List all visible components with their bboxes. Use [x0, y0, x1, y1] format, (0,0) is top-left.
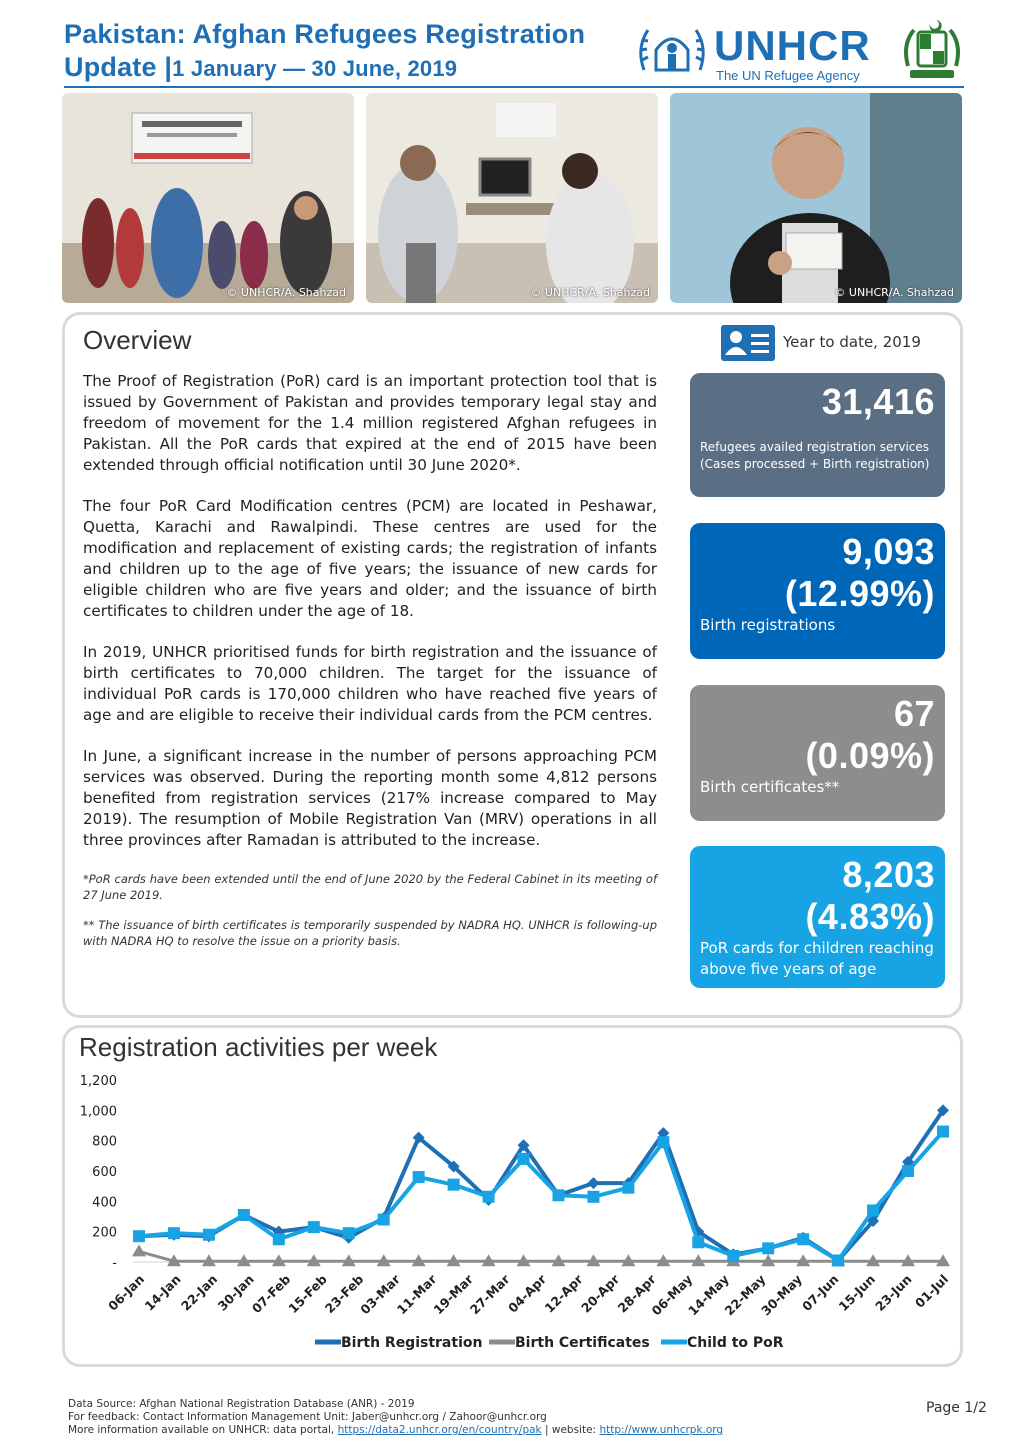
stat-value: 31,416 — [821, 381, 935, 422]
data-point-child-to-por — [552, 1189, 564, 1201]
id-card-icon — [721, 325, 775, 361]
unhcr-logo — [634, 20, 894, 82]
footer-source: Data Source: Afghan National Registration Database (ANR) - 2019 — [68, 1398, 415, 1410]
footer — [68, 1398, 968, 1437]
photo-registration-desk — [366, 93, 658, 303]
stat-card-total-services — [690, 373, 945, 497]
x-tick-label: 19-Mar — [430, 1271, 477, 1318]
data-point-child-to-por — [273, 1233, 285, 1245]
overview-paragraph: The four PoR Card Modification centres (PCM) are located in Peshawar, Quetta, Karachi and Rawalpindi. These centres are used for the modification and replacement of existing cards; the registration of infants and children up to the age of five years; the issuance of new cards for eligible children who are five years and older; and the issuance of birth certificates to children under the age of 18. — [83, 497, 657, 620]
stat-label: Refugees availed registration services (Cases processed + Birth registration) — [700, 440, 930, 471]
x-tick-label: 07-Jun — [799, 1271, 842, 1314]
stat-percentage: (0.09%) — [805, 735, 935, 776]
stat-value: 67 — [893, 693, 935, 734]
x-tick-label: 20-Apr — [578, 1271, 623, 1316]
x-tick-label: 30-May — [758, 1271, 805, 1319]
stat-percentage: (12.99%) — [784, 573, 935, 614]
data-point-child-to-por — [797, 1233, 809, 1245]
unhcr-wordmark: UNHCR — [714, 22, 871, 69]
stat-label: Birth registrations — [700, 616, 836, 634]
footer-website-label: | website: — [545, 1424, 597, 1436]
data-point-child-to-por — [657, 1136, 669, 1148]
data-point-child-to-por — [692, 1236, 704, 1248]
pakistan-emblem-icon — [900, 16, 964, 84]
stat-card-birth-certificates — [690, 685, 945, 821]
data-point-child-to-por — [203, 1229, 215, 1241]
y-tick-label: 400 — [92, 1195, 117, 1211]
x-tick-label: 06-May — [648, 1271, 696, 1319]
data-point-child-to-por — [762, 1242, 774, 1254]
stat-label: Birth certificates** — [700, 778, 840, 796]
data-point-child-to-por — [343, 1227, 355, 1239]
x-tick-label: 22-Jan — [178, 1271, 221, 1314]
chart-title: Registration activities per week — [79, 1032, 438, 1062]
x-tick-label: 01-Jul — [911, 1271, 952, 1311]
x-tick-label: 30-Jan — [214, 1271, 257, 1314]
data-point-child-to-por — [518, 1153, 530, 1165]
data-point-birth-certificates — [132, 1244, 146, 1256]
photo-credit: © UNHCR/A. Shahzad — [226, 286, 346, 299]
overview-title: Overview — [83, 325, 192, 355]
photo-child-with-card — [670, 93, 962, 303]
data-point-birth-registration — [587, 1177, 599, 1189]
photo-family-at-pcm-centre — [62, 93, 354, 303]
footnote-por-extension: *PoR cards have been extended until the end of June 2020 by the Federal Cabinet in its meeting of 27 June 2019. — [83, 872, 657, 902]
stat-value: 9,093 — [842, 531, 935, 572]
stat-card-birth-registrations — [690, 523, 945, 659]
stat-card-por-cards-children — [690, 846, 945, 988]
overview-panel — [62, 312, 963, 1018]
data-point-child-to-por — [308, 1221, 320, 1233]
y-tick-label: 800 — [92, 1134, 117, 1150]
title-line-2: Update | — [64, 52, 173, 82]
x-tick-label: 06-Jan — [104, 1271, 148, 1314]
website-link[interactable]: http://www.unhcrpk.org — [599, 1424, 724, 1436]
x-tick-label: 23-Jun — [872, 1271, 915, 1314]
data-point-child-to-por — [727, 1250, 739, 1262]
data-point-child-to-por — [448, 1179, 460, 1191]
title-line-1: Pakistan: Afghan Refugees Registration — [64, 19, 586, 49]
x-tick-label: 14-Jan — [141, 1271, 184, 1314]
footer-more-info: More information available on UNHCR: data portal, — [68, 1424, 335, 1436]
legend-label: Birth Certificates — [515, 1335, 650, 1351]
overview-paragraph: The Proof of Registration (PoR) card is an important protection tool that is issued by Government of Pakistan and provides temporary legal stay and freedom of movement for the 1.4 million registered Afghan refugees in Pakistan. All the PoR cards that expired at the end of 2015 have been extended through official notification until 30 June 2020*. — [83, 372, 657, 474]
data-point-child-to-por — [378, 1214, 390, 1226]
x-tick-label: 15-Jun — [835, 1271, 879, 1314]
x-tick-label: 07-Feb — [248, 1271, 294, 1317]
x-tick-label: 11-Mar — [393, 1271, 440, 1318]
unhcr-tagline: The UN Refugee Agency — [716, 68, 860, 83]
year-to-date-label: Year to date, 2019 — [783, 333, 921, 351]
data-portal-link[interactable]: https://data2.unhcr.org/en/country/pak — [337, 1424, 542, 1436]
stat-percentage: (4.83%) — [805, 896, 935, 937]
y-tick-label: 1,000 — [79, 1104, 117, 1120]
data-point-child-to-por — [168, 1227, 180, 1239]
overview-paragraph: In June, a significant increase in the number of persons approaching PCM services was observed. During the reporting month some 4,812 persons benefited from registration services (217% increase compared to May 2019). The resumption of Mobile Registration Van (MRV) operations in all three provinces after Ramadan is attributed to the increase. — [83, 747, 657, 849]
x-tick-label: 22-May — [721, 1271, 769, 1319]
chart-panel — [62, 1025, 963, 1367]
legend-label: Child to PoR — [687, 1335, 784, 1351]
x-tick-label: 15-Feb — [285, 1271, 330, 1317]
unhcr-emblem-icon — [634, 20, 710, 82]
data-point-child-to-por — [587, 1191, 599, 1203]
series-line-child-to-por — [139, 1132, 943, 1261]
report-header — [64, 14, 964, 88]
photo-strip — [62, 93, 962, 303]
data-point-child-to-por — [867, 1204, 879, 1216]
footnote-birth-certificates: ** The issuance of birth certificates is temporarily suspended by NADRA HQ. UNHCR is following-up with NADRA HQ to resolve the issue on a priority basis. — [83, 918, 657, 948]
y-tick-label: 1,200 — [79, 1074, 117, 1089]
y-tick-label: 200 — [92, 1225, 117, 1241]
x-tick-label: 28-Apr — [614, 1271, 659, 1316]
series-line-birth-registration — [139, 1110, 943, 1260]
page-number: Page 1/2 — [926, 1400, 987, 1416]
data-point-child-to-por — [937, 1126, 949, 1138]
report-title — [64, 18, 585, 85]
x-tick-label: 27-Mar — [466, 1271, 513, 1318]
year-to-date-header — [721, 325, 941, 363]
stat-label: PoR cards for children reaching above five years of age — [700, 939, 934, 978]
x-tick-label: 14-May — [685, 1271, 732, 1319]
y-tick-label: - — [112, 1256, 117, 1271]
data-point-child-to-por — [133, 1230, 145, 1242]
legend-label: Birth Registration — [341, 1335, 483, 1351]
x-tick-label: 12-Apr — [541, 1271, 586, 1316]
data-point-child-to-por — [238, 1209, 250, 1221]
overview-paragraph: In 2019, UNHCR prioritised funds for birth registration and the issuance of birth certificates to 70,000 children. The target for the issuance of individual PoR cards is 170,000 children who have reached five years of age and are eligible to receive their individual cards from the PCM centres. — [83, 643, 657, 724]
data-point-child-to-por — [832, 1254, 844, 1266]
x-tick-label: 04-Apr — [505, 1271, 550, 1316]
data-point-child-to-por — [483, 1191, 495, 1203]
data-point-child-to-por — [902, 1165, 914, 1177]
x-tick-label: 03-Mar — [357, 1271, 403, 1318]
overview-text — [83, 371, 657, 963]
registration-line-chart — [65, 1028, 960, 1364]
y-tick-label: 600 — [92, 1165, 117, 1180]
data-point-child-to-por — [622, 1182, 634, 1194]
date-range: 1 January — 30 June, 2019 — [172, 56, 458, 81]
stat-value: 8,203 — [842, 854, 935, 895]
photo-credit: © UNHCR/A. Shahzad — [834, 286, 954, 299]
footer-feedback: For feedback: Contact Information Management Unit: Jaber@unhcr.org / Zahoor@unhcr.org — [68, 1411, 547, 1423]
x-tick-label: 23-Feb — [321, 1271, 367, 1317]
photo-credit: © UNHCR/A. Shahzad — [530, 286, 650, 299]
data-point-child-to-por — [413, 1171, 425, 1183]
